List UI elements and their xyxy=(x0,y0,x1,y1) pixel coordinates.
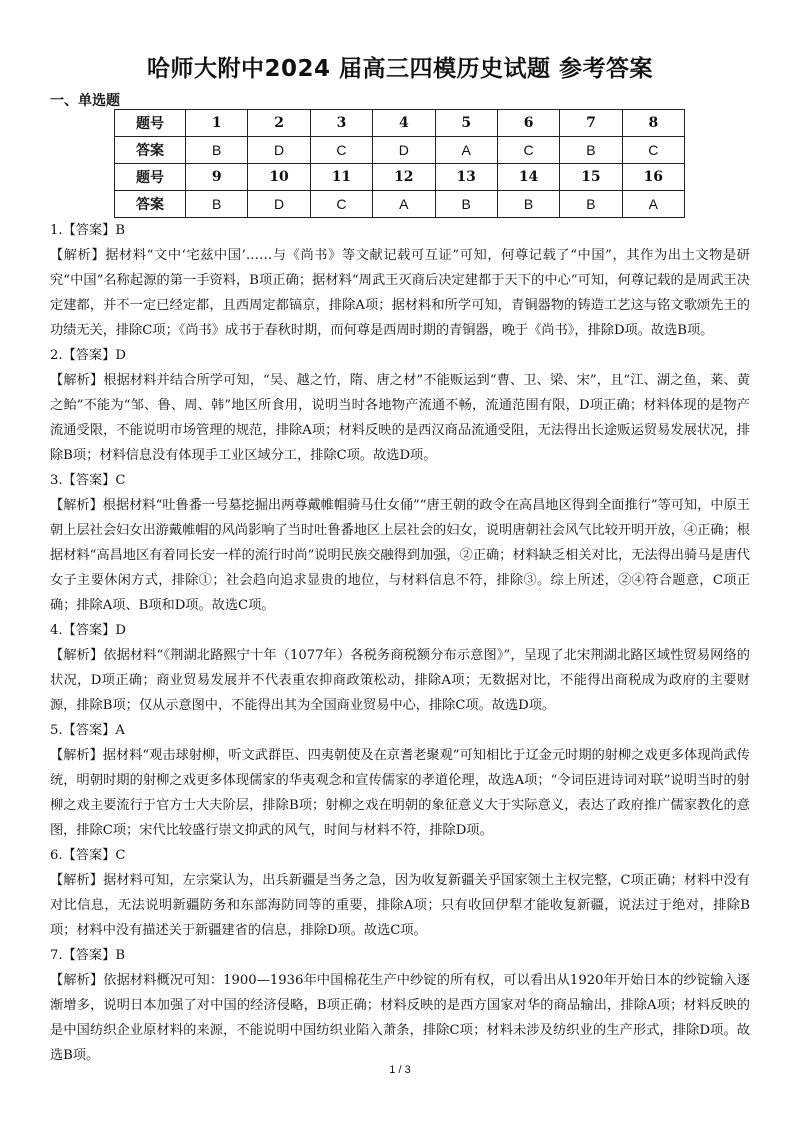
question-number-cell: 15 xyxy=(560,164,622,191)
answer-heading: 2.【答案】D xyxy=(50,348,126,363)
question-number-cell: 2 xyxy=(248,110,310,137)
explanation-paragraph: 【解析】根据材料并结合所学可知，“吴、越之竹，隋、唐之材”不能贩运到“曹、卫、梁、宋”，且“江、湖之鱼，莱、黄之鲐”不能为“邹、鲁、周、韩”地区所食用，说明当时各地物产流通不畅，流通范围有限，D项正确；材料体现的是物产流通受限，不能说明市场管理的规范，排除A项；材料反映的是西汉商品流通受阻，无法得出长途贩运贸易发展状况，排除B项；材料信息没有体现手工业区域分工，排除C项。故选D项。 xyxy=(50,373,750,463)
question-number-cell: 9 xyxy=(186,164,248,191)
answer-cell: D xyxy=(248,137,310,164)
answer-cell: B xyxy=(186,137,248,164)
answer-cell: A xyxy=(435,137,497,164)
question-number-cell: 10 xyxy=(248,164,310,191)
answer-heading: 6.【答案】C xyxy=(50,848,126,863)
answer-heading: 3.【答案】C xyxy=(50,473,126,488)
question-number-cell: 13 xyxy=(435,164,497,191)
answer-row xyxy=(115,137,685,164)
answer-cell: D xyxy=(373,137,435,164)
question-number-cell: 6 xyxy=(497,110,559,137)
row-label-answer: 答案 xyxy=(115,137,186,164)
answer-cell: C xyxy=(310,191,372,218)
answer-heading: 4.【答案】D xyxy=(50,623,126,638)
explanation-paragraph: 【解析】据材料“观击球射柳，听文武群臣、四夷朝使及在京耆老聚观”可知相比于辽金元时期的射柳之戏更多体现尚武传统，明朝时期的射柳之戏更多体现儒家的华夷观念和宣传儒家的孝道伦理，故选A项；“令词臣进诗词对联”说明当时的射柳之戏主要流行于官方士大夫阶层，排除B项；射柳之戏在明朝的象征意义大于实际意义，表达了政府推广儒家教化的意图，排除C项；宋代比较盛行崇文抑武的风气，时间与材料不符，排除D项。 xyxy=(50,748,750,838)
answer-table xyxy=(114,109,685,218)
question-number-cell: 7 xyxy=(560,110,622,137)
explanation-paragraph: 【解析】根据材料“吐鲁番一号墓挖掘出两尊戴帷帽骑马仕女俑”“唐王朝的政令在高昌地区得到全面推行”等可知，中原王朝上层社会妇女出游戴帷帽的风尚影响了当时吐鲁番地区上层社会的妇女，说明唐朝社会风气比较开明开放，④正确；根据材料“高昌地区有着同长安一样的流行时尚”说明民族交融得到加强，②正确；材料缺乏相关对比，无法得出骑马是唐代女子主要休闲方式，排除①；社会趋向追求显贵的地位，与材料信息不符，排除③。综上所述，②④符合题意，C项正确；排除A项、B项和D项。故选C项。 xyxy=(50,498,750,613)
answer-cell: B xyxy=(186,191,248,218)
answer-cell: B xyxy=(560,137,622,164)
page-number: 1 / 3 xyxy=(389,1064,411,1076)
answer-heading: 7.【答案】B xyxy=(50,948,126,963)
question-number-cell: 14 xyxy=(497,164,559,191)
page-title: 哈师大附中2024 届高三四模历史试题 参考答案 xyxy=(146,56,654,82)
answer-cell: C xyxy=(497,137,559,164)
row-label-answer: 答案 xyxy=(115,191,186,218)
row-label-number: 题号 xyxy=(115,164,186,191)
answer-cell: B xyxy=(560,191,622,218)
question-number-cell: 4 xyxy=(373,110,435,137)
question-number-cell: 8 xyxy=(622,110,684,137)
explanations xyxy=(50,218,750,1068)
explanation-paragraph: 【解析】依据材料概况可知：1900—1936年中国棉花生产中纱锭的所有权，可以看出从1920年开始日本的纱锭输入逐渐增多，说明日本加强了对中国的经济侵略，B项正确；材料反映的是西方国家对华的商品输出，排除A项；材料反映的是中国纺织企业原材料的来源，不能说明中国纺织业陷入萧条，排除C项；材料未涉及纺织业的生产形式，排除D项。故选B项。 xyxy=(50,973,750,1063)
section-title: 一、单选题 xyxy=(50,93,120,109)
question-number-cell: 11 xyxy=(310,164,372,191)
answer-cell: B xyxy=(435,191,497,218)
answer-row xyxy=(115,191,685,218)
answer-cell: A xyxy=(622,191,684,218)
answer-cell: D xyxy=(248,191,310,218)
question-number-cell: 3 xyxy=(310,110,372,137)
question-number-cell: 16 xyxy=(622,164,684,191)
row-label-number: 题号 xyxy=(115,110,186,137)
explanation-paragraph: 【解析】依据材料“《荆湖北路熙宁十年（1077年）各税务商税额分布示意图》”，呈现了北宋荆湖北路区域性贸易网络的状况，D项正确；商业贸易发展并不代表重农抑商政策松动，排除A项；无数据对比，不能得出商税成为政府的主要财源，排除B项；仅从示意图中，不能得出其为全国商业贸易中心，排除C项。故选D项。 xyxy=(50,648,750,713)
answer-heading: 5.【答案】A xyxy=(50,723,125,738)
answer-cell: C xyxy=(310,137,372,164)
question-number-cell: 12 xyxy=(373,164,435,191)
answer-heading: 1.【答案】B xyxy=(50,223,126,238)
explanation-paragraph: 【解析】据材料“文中‘宅兹中国’……与《尚书》等文献记载可互证”可知，何尊记载了“中国”，其作为出土文物是研究“中国”名称起源的第一手资料，B项正确；据材料“周武王灭商后决定建都于天下的中心”可知，何尊记载的是周武王决定建都，并不一定已经定都，且西周定都镐京，排除A项；据材料和所学可知，青铜器物的铸造工艺这与铭文歌颂先王的功绩无关，排除C项；《尚书》成书于春秋时期，而何尊是西周时期的青铜器，晚于《尚书》，排除D项。故选B项。 xyxy=(50,248,750,338)
explanation-paragraph: 【解析】据材料可知，左宗棠认为，出兵新疆是当务之急，因为收复新疆关乎国家领土主权完整，C项正确；材料中没有对比信息，无法说明新疆防务和东部海防同等的重要，排除A项；只有收回伊犁才能收复新疆，说法过于绝对，排除B项；材料中没有描述关于新疆建省的信息，排除D项。故选C项。 xyxy=(50,873,750,938)
question-number-row xyxy=(115,164,685,191)
answer-cell: C xyxy=(622,137,684,164)
answer-cell: B xyxy=(497,191,559,218)
answer-cell: A xyxy=(373,191,435,218)
question-number-cell: 1 xyxy=(186,110,248,137)
question-number-row xyxy=(115,110,685,137)
question-number-cell: 5 xyxy=(435,110,497,137)
